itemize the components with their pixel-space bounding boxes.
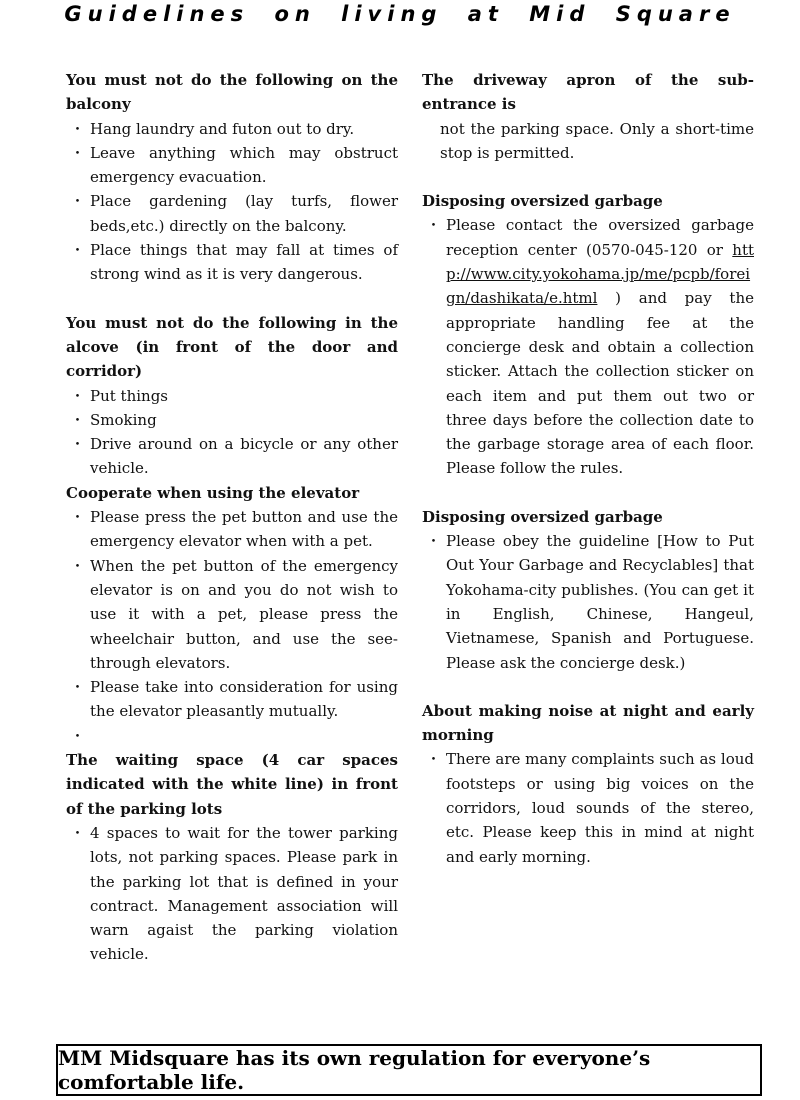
list-item-text: Smoking [90, 410, 157, 429]
page-title: Guidelines on living at Mid Square [64, 2, 736, 26]
section-text: not the parking space. Only a short-time stop is permitted. [440, 119, 754, 162]
spacer [66, 287, 398, 311]
bullet-mark: ・ [70, 435, 86, 454]
list-item-text: Please press the pet button and use the emergency elevator when with a pet. [90, 508, 398, 551]
list-item-text: Please contact the oversized garbage reception center (0570-045-120 or [446, 216, 754, 259]
footer-notice-box [56, 1044, 762, 1096]
bullet-list [66, 821, 398, 967]
section-elevator [66, 481, 398, 748]
list-item [66, 821, 398, 967]
bullet-mark: ・ [426, 532, 442, 551]
bullet-mark: ・ [70, 556, 86, 575]
list-item [66, 384, 398, 408]
bullet-list [66, 117, 398, 287]
list-item-text: When the pet button of the emergency elevator is on and you do not wish to use it with a pet, please press the wheelchair button, and use the see-through elevators. [90, 556, 398, 672]
bullet-mark: ・ [426, 750, 442, 769]
list-item-text: Please take into consideration for using the elevator pleasantly mutually. [90, 678, 398, 721]
list-item [66, 432, 398, 481]
bullet-mark: ・ [70, 823, 86, 842]
section-oversized-garbage-2 [422, 505, 754, 675]
list-item-text: Place gardening (lay turfs, flower beds,etc.) directly on the balcony. [90, 192, 398, 235]
list-item-text: Hang laundry and futon out to dry. [90, 119, 355, 138]
list-item [66, 675, 398, 724]
footer-notice-text: MM Midsquare has its own regulation for everyone’s comfortable life. [58, 1046, 651, 1094]
bullet-mark: ・ [426, 216, 442, 235]
list-item-text: Place things that may fall at times of strong wind as it is very dangerous. [90, 241, 398, 284]
list-item [66, 408, 398, 432]
list-item-text: Leave anything which may obstruct emergency evacuation. [90, 143, 398, 187]
list-item-text: Put things [90, 386, 168, 405]
list-item [66, 724, 398, 748]
list-item-text: Please obey the guideline [How to Put Out Your Garbage and Recyclables] that Yokohama-city publishes. (You can get it in English, Chinese, Hangeul, Vietnamese, Spanish and Portuguese. Please ask the concierge desk.) [446, 532, 754, 672]
section-heading: Disposing oversized garbage [422, 192, 663, 211]
list-item [66, 554, 398, 675]
right-column [422, 68, 754, 869]
list-item [66, 505, 398, 554]
list-item [422, 529, 754, 675]
list-item-text: ) and pay the appropriate handling fee at the concierge desk and obtain a collection sticker. Attach the collection sticker on each item and put them out two or three days before the collection date to the garbage storage area of each floor. Please follow the rules. [446, 289, 754, 478]
section-driveway [422, 68, 754, 165]
list-item-text: 4 spaces to wait for the tower parking lots, not parking spaces. Please park in the parking lot that is defined in your contract. Management association will warn agaist the parking violation vehicle. [90, 823, 398, 964]
list-item [66, 141, 398, 190]
bullet-mark: ・ [70, 678, 86, 697]
bullet-mark: ・ [70, 386, 86, 405]
section-heading: Cooperate when using the elevator [66, 483, 360, 502]
spacer [422, 481, 754, 505]
list-item [66, 117, 398, 141]
list-item [66, 238, 398, 287]
bullet-list [422, 529, 754, 675]
section-heading: About making noise at night and early morning [422, 701, 754, 745]
section-oversized-garbage-1 [422, 189, 754, 481]
bullet-mark: ・ [70, 410, 86, 429]
bullet-mark: ・ [70, 726, 86, 745]
spacer [422, 165, 754, 189]
section-balcony [66, 68, 398, 287]
section-heading: The driveway apron of the sub-entrance is [422, 71, 754, 114]
list-item-text: Drive around on a bicycle or any other vehicle. [90, 435, 398, 478]
left-column [66, 68, 398, 967]
list-item [422, 747, 754, 868]
bullet-mark: ・ [70, 241, 86, 260]
bullet-list [422, 213, 754, 480]
bullet-mark: ・ [70, 119, 86, 138]
section-heading: You must not do the following in the alcove (in front of the door and corridor) [66, 313, 398, 381]
bullet-list [66, 505, 398, 748]
bullet-mark: ・ [70, 508, 86, 527]
section-heading: Disposing oversized garbage [422, 507, 663, 526]
list-item [422, 213, 754, 480]
section-heading: You must not do the following on the balcony [66, 71, 398, 114]
section-alcove [66, 311, 398, 481]
bullet-list [422, 747, 754, 868]
section-waiting-space [66, 748, 398, 967]
bullet-mark: ・ [70, 192, 86, 211]
bullet-list [66, 384, 398, 481]
section-heading: The waiting space (4 car spaces indicated with the white line) in front of the parking lots [66, 751, 398, 818]
garbage-center-link[interactable]: http://www.city.yokohama.jp/me/pcpb/foreign/dashikata/e.html [446, 240, 754, 308]
bullet-mark: ・ [70, 143, 86, 162]
list-item-text: There are many complaints such as loud footsteps or using big voices on the corridors, loud sounds of the stereo, etc. Please keep this in mind at night and early morning. [446, 750, 754, 866]
spacer [422, 675, 754, 699]
list-item-text [90, 727, 95, 745]
list-item [66, 189, 398, 238]
section-noise [422, 699, 754, 869]
